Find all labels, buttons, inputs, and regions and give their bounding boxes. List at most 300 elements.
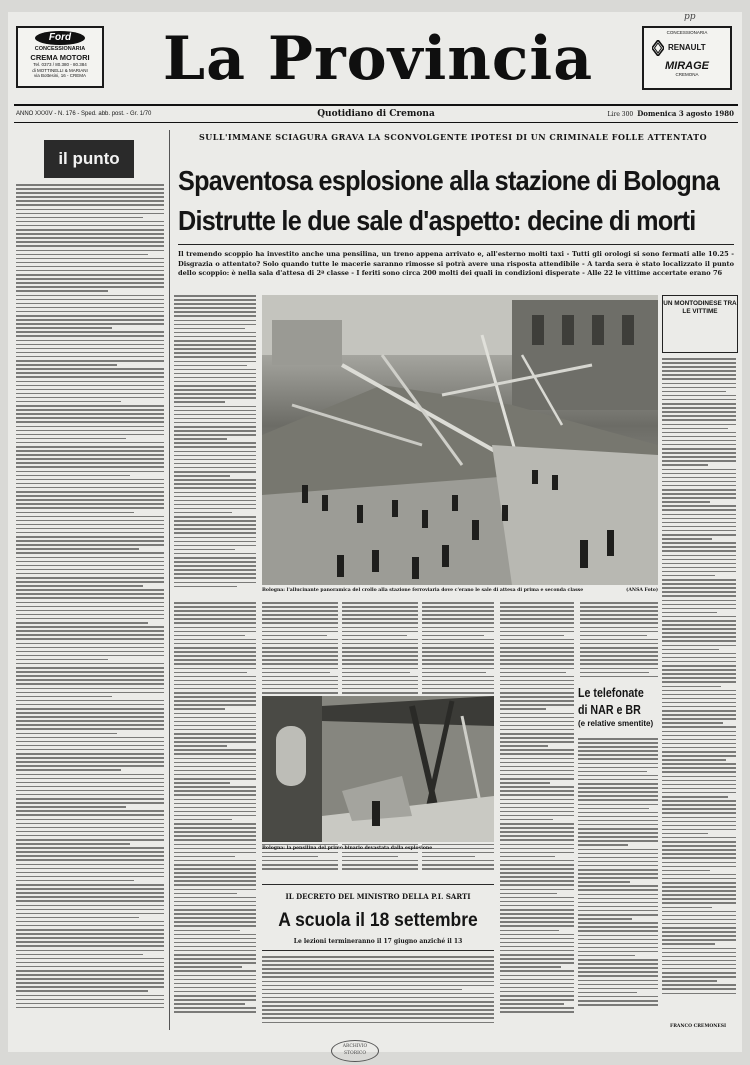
text-line (662, 387, 736, 389)
text-line (174, 962, 256, 964)
text-line (578, 828, 658, 830)
text-line (422, 639, 494, 641)
text-line (16, 417, 164, 419)
text-line (262, 672, 330, 674)
text-line (662, 694, 736, 696)
text-line (662, 370, 736, 372)
text-line (500, 864, 574, 866)
text-line (16, 651, 164, 653)
text-line (580, 676, 658, 678)
text-line (16, 245, 164, 247)
text-line (422, 659, 494, 661)
text-line (16, 458, 164, 460)
text-line (262, 981, 494, 983)
text-line (500, 639, 574, 641)
text-line (422, 668, 494, 670)
text-line (662, 988, 736, 990)
text-line (16, 229, 164, 231)
text-line (578, 742, 658, 744)
text-line (16, 986, 164, 988)
text-line (16, 643, 164, 645)
text-line (16, 712, 164, 714)
text-line (662, 935, 736, 937)
text-line (262, 1022, 494, 1024)
text-line (580, 643, 658, 645)
text-line (16, 512, 134, 514)
text-line (262, 856, 318, 858)
text-line (16, 667, 164, 669)
text-line (16, 299, 164, 301)
text-line (16, 679, 164, 681)
text-line (422, 647, 494, 649)
text-line (262, 618, 338, 620)
text-line (16, 692, 164, 694)
text-line (500, 631, 574, 633)
text-line (662, 952, 736, 954)
text-line (16, 331, 164, 333)
text-line (16, 696, 112, 698)
text-line (500, 942, 574, 944)
text-line (262, 964, 494, 966)
text-line (500, 655, 574, 657)
text-line (422, 655, 494, 657)
text-line (174, 512, 232, 514)
text-line (422, 864, 494, 866)
text-line (500, 950, 574, 952)
text-line (500, 741, 574, 743)
ford-oval-icon: Ford (35, 31, 85, 45)
text-line (578, 980, 658, 982)
text-line (174, 893, 237, 895)
text-line (662, 497, 736, 499)
text-line (16, 905, 164, 907)
text-line (16, 614, 164, 616)
text-line (662, 616, 736, 618)
text-line (174, 446, 256, 448)
text-line (662, 481, 736, 483)
text-line (174, 684, 256, 686)
text-line (16, 192, 164, 194)
text-line (500, 692, 574, 694)
text-line (174, 369, 256, 371)
text-line (662, 706, 736, 708)
text-line (578, 992, 637, 994)
text-line (174, 397, 256, 399)
text-line (16, 426, 164, 428)
text-line (262, 639, 338, 641)
text-line (174, 438, 227, 440)
text-line (342, 618, 418, 620)
text-line (578, 840, 658, 842)
text-line (174, 1007, 256, 1009)
text-line (422, 635, 484, 637)
text-line (500, 778, 574, 780)
text-line (262, 960, 494, 962)
text-line (174, 324, 256, 326)
text-line (662, 898, 736, 900)
text-line (662, 649, 719, 651)
text-line (500, 770, 574, 772)
text-line (500, 844, 574, 846)
text-line (174, 635, 245, 637)
text-line (174, 745, 227, 747)
text-line (174, 655, 256, 657)
text-line (16, 823, 164, 825)
text-line (662, 943, 715, 945)
text-line (580, 610, 658, 612)
text-line (16, 958, 164, 960)
text-line (16, 323, 164, 325)
text-line (342, 639, 418, 641)
text-line (662, 624, 736, 626)
text-line (16, 528, 164, 530)
text-line (662, 538, 712, 540)
text-line (500, 704, 574, 706)
text-line (578, 984, 658, 986)
text-line (662, 890, 736, 892)
text-line (422, 643, 494, 645)
text-line (578, 1004, 658, 1006)
text-line (578, 873, 658, 875)
text-line (500, 954, 574, 956)
text-line (174, 577, 256, 579)
text-line (662, 735, 736, 737)
text-line (262, 972, 494, 974)
text-line (662, 477, 736, 479)
text-line (16, 1007, 164, 1009)
text-line (500, 995, 574, 997)
text-line (174, 410, 256, 412)
text-line (174, 352, 256, 354)
text-line (580, 647, 658, 649)
text-line (500, 717, 574, 719)
text-line (662, 792, 736, 794)
text-line (16, 290, 108, 292)
text-line (16, 258, 164, 260)
text-line (578, 955, 635, 957)
text-line (16, 925, 164, 927)
text-line (16, 303, 164, 305)
text-line (16, 597, 164, 599)
text-line (16, 737, 164, 739)
text-line (342, 692, 418, 694)
text-line (662, 448, 736, 450)
text-line (174, 528, 256, 530)
text-line (580, 672, 649, 674)
text-line (662, 878, 736, 880)
text-line (174, 676, 256, 678)
telefonate-line3: (e relative smentite) (578, 719, 654, 728)
text-line (662, 612, 717, 614)
text-line (16, 507, 164, 509)
text-line (662, 604, 736, 606)
text-line (174, 692, 256, 694)
text-line (16, 479, 164, 481)
text-line (578, 918, 632, 920)
text-line (174, 700, 256, 702)
text-line (578, 771, 647, 773)
text-line (16, 262, 164, 264)
text-line (16, 749, 164, 751)
text-line (16, 532, 164, 534)
text-line (500, 889, 574, 891)
text-line (174, 659, 256, 661)
text-line (500, 848, 574, 850)
text-line (16, 516, 164, 518)
text-line (16, 708, 164, 710)
text-line (662, 722, 723, 724)
text-line (662, 579, 736, 581)
text-line (262, 643, 338, 645)
text-line (16, 728, 164, 730)
text-line (16, 335, 164, 337)
text-line (174, 770, 256, 772)
text-line (262, 684, 338, 686)
text-line (16, 671, 164, 673)
text-line (662, 428, 728, 430)
text-line (174, 508, 256, 510)
text-line (174, 942, 256, 944)
text-line (662, 661, 736, 663)
ford-ad-dealer: CREMA MOTORI (30, 53, 90, 62)
text-line (578, 914, 658, 916)
text-line (662, 804, 736, 806)
text-line (16, 376, 164, 378)
text-line (16, 557, 164, 559)
text-line (16, 188, 164, 190)
text-line (578, 849, 658, 851)
text-line (500, 762, 574, 764)
text-line (580, 627, 658, 629)
section-rule-bottom (262, 950, 494, 951)
text-line (16, 573, 164, 575)
text-line (662, 984, 736, 986)
text-line (578, 906, 658, 908)
text-line (662, 407, 736, 409)
text-line (174, 852, 256, 854)
text-line (174, 614, 256, 616)
text-line (16, 311, 164, 313)
text-line (262, 655, 338, 657)
text-line (578, 763, 658, 765)
text-line (174, 835, 256, 837)
text-line (578, 857, 658, 859)
text-line (662, 812, 736, 814)
text-line (500, 856, 555, 858)
text-line (500, 610, 574, 612)
text-line (262, 997, 494, 999)
text-line (500, 934, 574, 936)
renault-ad-city: CREMONA (675, 71, 699, 77)
text-line (662, 595, 736, 597)
text-line (500, 708, 546, 710)
text-line (578, 947, 658, 949)
text-line (16, 360, 164, 362)
text-line (16, 954, 143, 956)
text-line (500, 991, 574, 993)
text-line (662, 833, 708, 835)
text-line (662, 710, 736, 712)
text-line (16, 356, 164, 358)
text-line (342, 643, 418, 645)
text-line (342, 668, 418, 670)
text-line (16, 266, 164, 268)
text-line (174, 868, 256, 870)
text-line (16, 274, 164, 276)
text-line (174, 303, 256, 305)
text-line (16, 704, 164, 706)
text-line (578, 787, 658, 789)
text-line (16, 790, 164, 792)
text-line (174, 995, 256, 997)
text-line (174, 811, 256, 813)
text-line (422, 631, 494, 633)
text-line (662, 399, 736, 401)
text-line (16, 561, 164, 563)
text-line (500, 651, 574, 653)
issue-price: Lire 300 (607, 111, 634, 118)
text-line (174, 430, 256, 432)
photo1-caption-text: Bologna: l'allucinante panoramica del crollo alla stazione ferroviaria dove c'erano le sale di attesa di prima e seconda classe (262, 588, 584, 593)
text-line (422, 622, 494, 624)
text-line (662, 546, 736, 548)
text-line (174, 320, 256, 322)
text-line (174, 762, 256, 764)
text-line (662, 759, 726, 761)
text-line (262, 610, 338, 612)
text-line (16, 610, 164, 612)
text-line (422, 692, 494, 694)
text-line (578, 930, 658, 932)
text-line (174, 876, 256, 878)
masthead-subtitle: Quotidiano di Cremona (317, 109, 435, 119)
renault-ad (642, 26, 732, 90)
text-line (662, 505, 736, 507)
text-line (500, 925, 574, 927)
text-line (174, 532, 256, 534)
text-line (174, 717, 256, 719)
text-line (578, 783, 658, 785)
text-line (662, 575, 715, 577)
text-line (16, 884, 164, 886)
text-line (174, 610, 256, 612)
text-line (500, 1003, 564, 1005)
text-line (16, 778, 164, 780)
text-line (174, 970, 256, 972)
text-line (342, 659, 418, 661)
text-line (500, 713, 574, 715)
text-line (662, 640, 736, 642)
renault-diamond-icon (652, 40, 664, 56)
text-line (262, 1013, 494, 1015)
text-line (16, 569, 164, 571)
text-line (662, 362, 736, 364)
text-line (16, 381, 164, 383)
text-line (578, 779, 658, 781)
text-line (578, 775, 658, 777)
text-line (174, 991, 256, 993)
text-line (578, 799, 658, 801)
text-line (262, 651, 338, 653)
text-line (580, 639, 658, 641)
text-line (174, 606, 256, 608)
text-line (174, 807, 256, 809)
text-line (500, 676, 574, 678)
text-line (580, 651, 658, 653)
text-line (662, 473, 736, 475)
text-line (174, 725, 256, 727)
text-line (16, 663, 164, 665)
text-line (16, 1003, 164, 1005)
text-line (16, 286, 164, 288)
text-line (662, 882, 736, 884)
text-line (174, 434, 256, 436)
text-line (662, 591, 736, 593)
text-line (174, 295, 256, 297)
text-line (16, 585, 143, 587)
issue-date (608, 106, 734, 123)
text-line (16, 495, 164, 497)
text-line (500, 930, 559, 932)
text-line (174, 561, 256, 563)
text-line (174, 348, 256, 350)
text-line (174, 688, 256, 690)
text-line (16, 225, 164, 227)
text-line (662, 571, 736, 573)
text-line (174, 414, 256, 416)
text-line (174, 492, 256, 494)
text-line (16, 859, 164, 861)
text-line (662, 825, 736, 827)
text-line (174, 651, 256, 653)
text-line (16, 900, 164, 902)
text-line (662, 743, 736, 745)
telefonate-article (578, 738, 658, 1008)
text-line (174, 356, 256, 358)
text-line (662, 763, 736, 765)
text-line (174, 389, 256, 391)
text-line (578, 812, 658, 814)
text-line (500, 1011, 574, 1013)
text-line (500, 872, 574, 874)
text-line (174, 946, 256, 948)
text-line (174, 782, 230, 784)
text-line (500, 975, 574, 977)
text-line (174, 803, 256, 805)
text-line (174, 418, 256, 420)
text-line (422, 676, 494, 678)
text-line (174, 856, 235, 858)
text-line (500, 684, 574, 686)
text-line (174, 451, 256, 453)
text-line (578, 795, 658, 797)
text-line (16, 397, 164, 399)
text-line (16, 466, 164, 468)
text-line (662, 518, 736, 520)
text-line (16, 540, 164, 542)
text-line (16, 757, 164, 759)
text-line (662, 796, 728, 798)
photo2-caption: Bologna: la pensilina del primo binario devastata dalla esplosione (262, 846, 433, 851)
text-line (174, 958, 256, 960)
text-line (16, 221, 164, 223)
text-line (662, 776, 736, 778)
text-line (16, 544, 164, 546)
text-line (174, 663, 256, 665)
text-line (262, 635, 327, 637)
text-line (662, 784, 736, 786)
text-line (500, 696, 574, 698)
